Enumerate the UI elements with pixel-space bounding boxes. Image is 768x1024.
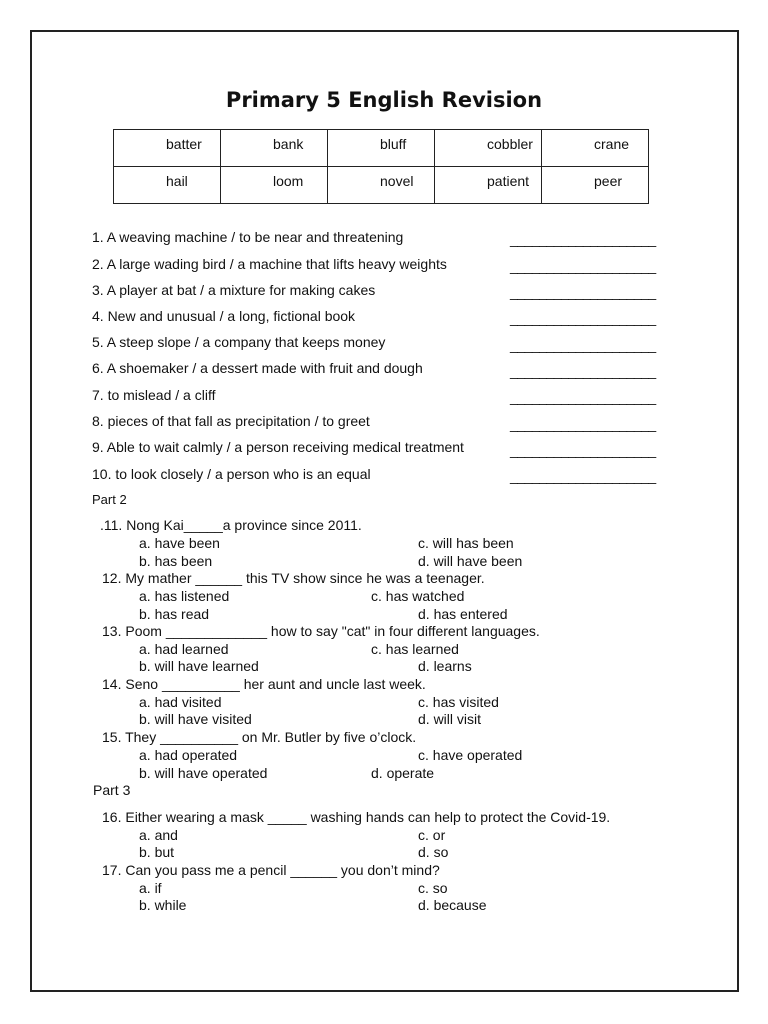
- option-d[interactable]: d. will have been: [418, 553, 523, 569]
- answer-blank[interactable]: ____________________: [510, 442, 656, 458]
- word-cell: [221, 130, 328, 167]
- question-text: 13. Poom _____________ how to say "cat" in four different languages.: [102, 623, 540, 639]
- word-text: peer: [594, 173, 623, 189]
- word-text: bluff: [380, 136, 407, 152]
- definition-item: 5. A steep slope / a company that keeps money: [92, 334, 386, 350]
- option-a[interactable]: a. had learned: [139, 641, 229, 657]
- option-c[interactable]: c. has watched: [371, 588, 465, 604]
- definition-item: 1. A weaving machine / to be near and threatening: [92, 229, 404, 245]
- word-text: batter: [166, 136, 202, 152]
- option-b[interactable]: b. will have learned: [139, 658, 259, 674]
- option-c[interactable]: c. has visited: [418, 694, 499, 710]
- answer-blank[interactable]: ____________________: [510, 468, 656, 484]
- question-text: 14. Seno __________ her aunt and uncle last week.: [102, 676, 426, 692]
- answer-blank[interactable]: ____________________: [510, 258, 656, 274]
- option-d[interactable]: d. operate: [371, 765, 435, 781]
- word-cell: [542, 130, 649, 167]
- option-b[interactable]: b. has read: [139, 606, 210, 622]
- word-table-row: [114, 130, 649, 167]
- answer-blank[interactable]: ____________________: [510, 416, 656, 432]
- option-b[interactable]: b. will have operated: [139, 765, 268, 781]
- option-a[interactable]: a. if: [139, 880, 162, 896]
- option-c[interactable]: c. or: [418, 827, 446, 843]
- word-cell: [435, 130, 542, 167]
- definition-item: 9. Able to wait calmly / a person receiving medical treatment: [92, 439, 464, 455]
- option-c[interactable]: c. will has been: [418, 535, 514, 551]
- option-a[interactable]: a. has listened: [139, 588, 230, 604]
- option-a[interactable]: a. have been: [139, 535, 220, 551]
- word-cell: [435, 167, 542, 204]
- word-text: crane: [594, 136, 630, 152]
- question-text: .11. Nong Kai_____a province since 2011.: [100, 517, 362, 533]
- definition-item: 4. New and unusual / a long, fictional book: [92, 308, 356, 324]
- question-text: 12. My mather ______ this TV show since he was a teenager.: [102, 570, 485, 586]
- definition-item: 3. A player at bat / a mixture for making cakes: [92, 282, 376, 298]
- word-cell: [221, 167, 328, 204]
- answer-blank[interactable]: ____________________: [510, 231, 656, 247]
- option-d[interactable]: d. because: [418, 897, 487, 913]
- question-text: 15. They __________ on Mr. Butler by five o’clock.: [102, 729, 417, 745]
- word-table: [113, 129, 649, 204]
- definition-item: 10. to look closely / a person who is an equal: [92, 466, 371, 482]
- option-b[interactable]: b. but: [139, 844, 175, 860]
- word-text: hail: [166, 173, 188, 189]
- word-text: cobbler: [487, 136, 533, 152]
- section-label: Part 3: [93, 782, 131, 798]
- definition-item: 2. A large wading bird / a machine that lifts heavy weights: [92, 256, 447, 272]
- definition-item: 6. A shoemaker / a dessert made with fruit and dough: [92, 360, 423, 376]
- option-a[interactable]: a. had operated: [139, 747, 238, 763]
- answer-blank[interactable]: ____________________: [510, 310, 656, 326]
- word-text: bank: [273, 136, 304, 152]
- answer-blank[interactable]: ____________________: [510, 284, 656, 300]
- answer-blank[interactable]: ____________________: [510, 389, 656, 405]
- answer-blank[interactable]: ____________________: [510, 363, 656, 379]
- option-b[interactable]: b. has been: [139, 553, 213, 569]
- word-table-row: [114, 167, 649, 204]
- page-title: Primary 5 English Revision: [225, 88, 543, 112]
- word-cell: [542, 167, 649, 204]
- question-text: 17. Can you pass me a pencil ______ you don’t mind?: [102, 862, 440, 878]
- option-c[interactable]: c. have operated: [418, 747, 523, 763]
- option-a[interactable]: a. and: [139, 827, 178, 843]
- option-b[interactable]: b. will have visited: [139, 711, 252, 727]
- word-cell: [328, 130, 435, 167]
- word-text: loom: [273, 173, 304, 189]
- option-d[interactable]: d. has entered: [418, 606, 508, 622]
- option-d[interactable]: d. so: [418, 844, 449, 860]
- question-text: 16. Either wearing a mask _____ washing hands can help to protect the Covid-19.: [102, 809, 611, 825]
- word-cell: [114, 167, 221, 204]
- section-label: Part 2: [92, 492, 127, 507]
- option-d[interactable]: d. learns: [418, 658, 472, 674]
- word-cell: [114, 130, 221, 167]
- word-text: novel: [380, 173, 414, 189]
- option-a[interactable]: a. had visited: [139, 694, 222, 710]
- answer-blank[interactable]: ____________________: [510, 337, 656, 353]
- option-d[interactable]: d. will visit: [418, 711, 482, 727]
- option-c[interactable]: c. has learned: [371, 641, 459, 657]
- option-b[interactable]: b. while: [139, 897, 187, 913]
- word-text: patient: [487, 173, 530, 189]
- definition-item: 7. to mislead / a cliff: [92, 387, 216, 403]
- definition-item: 8. pieces of that fall as precipitation / to greet: [92, 413, 370, 429]
- option-c[interactable]: c. so: [418, 880, 448, 896]
- word-cell: [328, 167, 435, 204]
